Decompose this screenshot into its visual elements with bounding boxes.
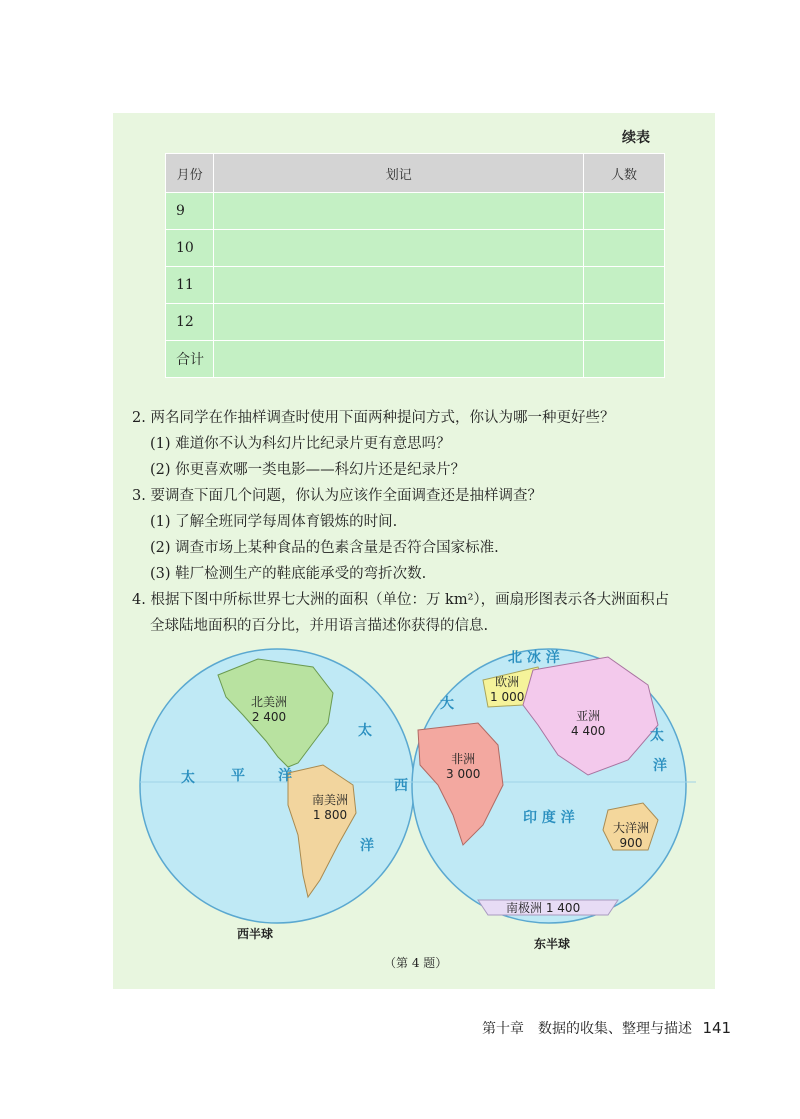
tally-table xyxy=(165,153,665,378)
q3-option-1: (1) 了解全班同学每周体育锻炼的时间. xyxy=(150,514,398,530)
q3-option-2: (2) 调查市场上某种食品的色素含量是否符合国家标准. xyxy=(150,540,499,556)
tally-cell xyxy=(214,304,584,341)
table-row xyxy=(166,267,665,304)
table-row xyxy=(166,193,665,230)
ocean-pacific-2: 平 xyxy=(231,768,245,784)
header-tally: 划记 xyxy=(214,154,584,193)
hemisphere-map-graphic xyxy=(138,645,698,945)
ocean-east-da: 大 xyxy=(440,696,454,712)
q3-option-3: (3) 鞋厂检测生产的鞋底能承受的弯折次数. xyxy=(150,566,427,582)
tally-cell xyxy=(214,193,584,230)
table-row xyxy=(166,230,665,267)
label-africa: 非洲 3 000 xyxy=(446,752,481,781)
ocean-east-yang: 洋 xyxy=(653,758,667,774)
table-row xyxy=(166,341,665,378)
header-month: 月份 xyxy=(166,154,214,193)
page-number: 141 xyxy=(702,1019,732,1037)
count-cell xyxy=(584,267,665,304)
ocean-indian: 印 度 洋 xyxy=(523,810,575,826)
count-cell xyxy=(584,193,665,230)
count-cell xyxy=(584,304,665,341)
figure-caption: （第 4 题） xyxy=(384,956,448,970)
question-4-line-2: 全球陆地面积的百分比，并用语言描述你获得的信息. xyxy=(150,618,489,634)
ocean-atlantic-1: 西 xyxy=(394,778,408,794)
count-cell xyxy=(584,230,665,267)
month-cell: 11 xyxy=(166,267,214,304)
header-count: 人数 xyxy=(584,154,665,193)
month-cell: 10 xyxy=(166,230,214,267)
question-3: 3. 要调查下面几个问题，你认为应该作全面调查还是抽样调查？ xyxy=(132,488,542,504)
question-4-line-1: 4. 根据下图中所标世界七大洲的面积（单位：万 km²），画扇形图表示各大洲面积占 xyxy=(132,592,670,608)
tally-cell xyxy=(214,267,584,304)
ocean-arctic: 北 冰 洋 xyxy=(508,650,560,666)
chapter-title: 第十章 数据的收集、整理与描述 xyxy=(482,1021,692,1037)
table-row xyxy=(166,304,665,341)
question-2: 2. 两名同学在作抽样调查时使用下面两种提问方式，你认为哪一种更好些？ xyxy=(132,410,615,426)
count-cell xyxy=(584,341,665,378)
month-cell: 12 xyxy=(166,304,214,341)
label-asia: 亚洲 4 400 xyxy=(571,709,606,738)
eastern-hemisphere-label: 东半球 xyxy=(534,937,571,951)
label-south-america: 南美洲 1 800 xyxy=(312,793,349,822)
month-cell: 9 xyxy=(166,193,214,230)
label-europe: 欧洲 1 000 xyxy=(490,675,525,704)
ocean-atlantic-2: 洋 xyxy=(360,838,374,854)
table-header-row xyxy=(166,154,665,193)
ocean-pacific-3: 洋 xyxy=(278,768,292,784)
ocean-east-tai: 太 xyxy=(650,728,664,744)
world-map xyxy=(138,645,698,951)
ocean-pacific-right: 太 xyxy=(358,723,372,739)
q2-option-1: (1) 难道你不认为科幻片比纪录片更有意思吗？ xyxy=(150,436,451,452)
q2-option-2: (2) 你更喜欢哪一类电影——科幻片还是纪录片？ xyxy=(150,462,466,478)
tally-cell xyxy=(214,230,584,267)
label-antarctica: 南极洲 1 400 xyxy=(506,901,581,915)
ocean-pacific-1: 太 xyxy=(181,770,195,786)
continuation-label: 续表 xyxy=(622,130,650,146)
month-cell: 合计 xyxy=(166,341,214,378)
label-north-america: 北美洲 2 400 xyxy=(251,695,288,724)
page-footer xyxy=(482,1018,731,1038)
tally-cell xyxy=(214,341,584,378)
western-hemisphere-label: 西半球 xyxy=(237,927,274,941)
label-oceania: 大洋洲 900 xyxy=(613,821,650,850)
